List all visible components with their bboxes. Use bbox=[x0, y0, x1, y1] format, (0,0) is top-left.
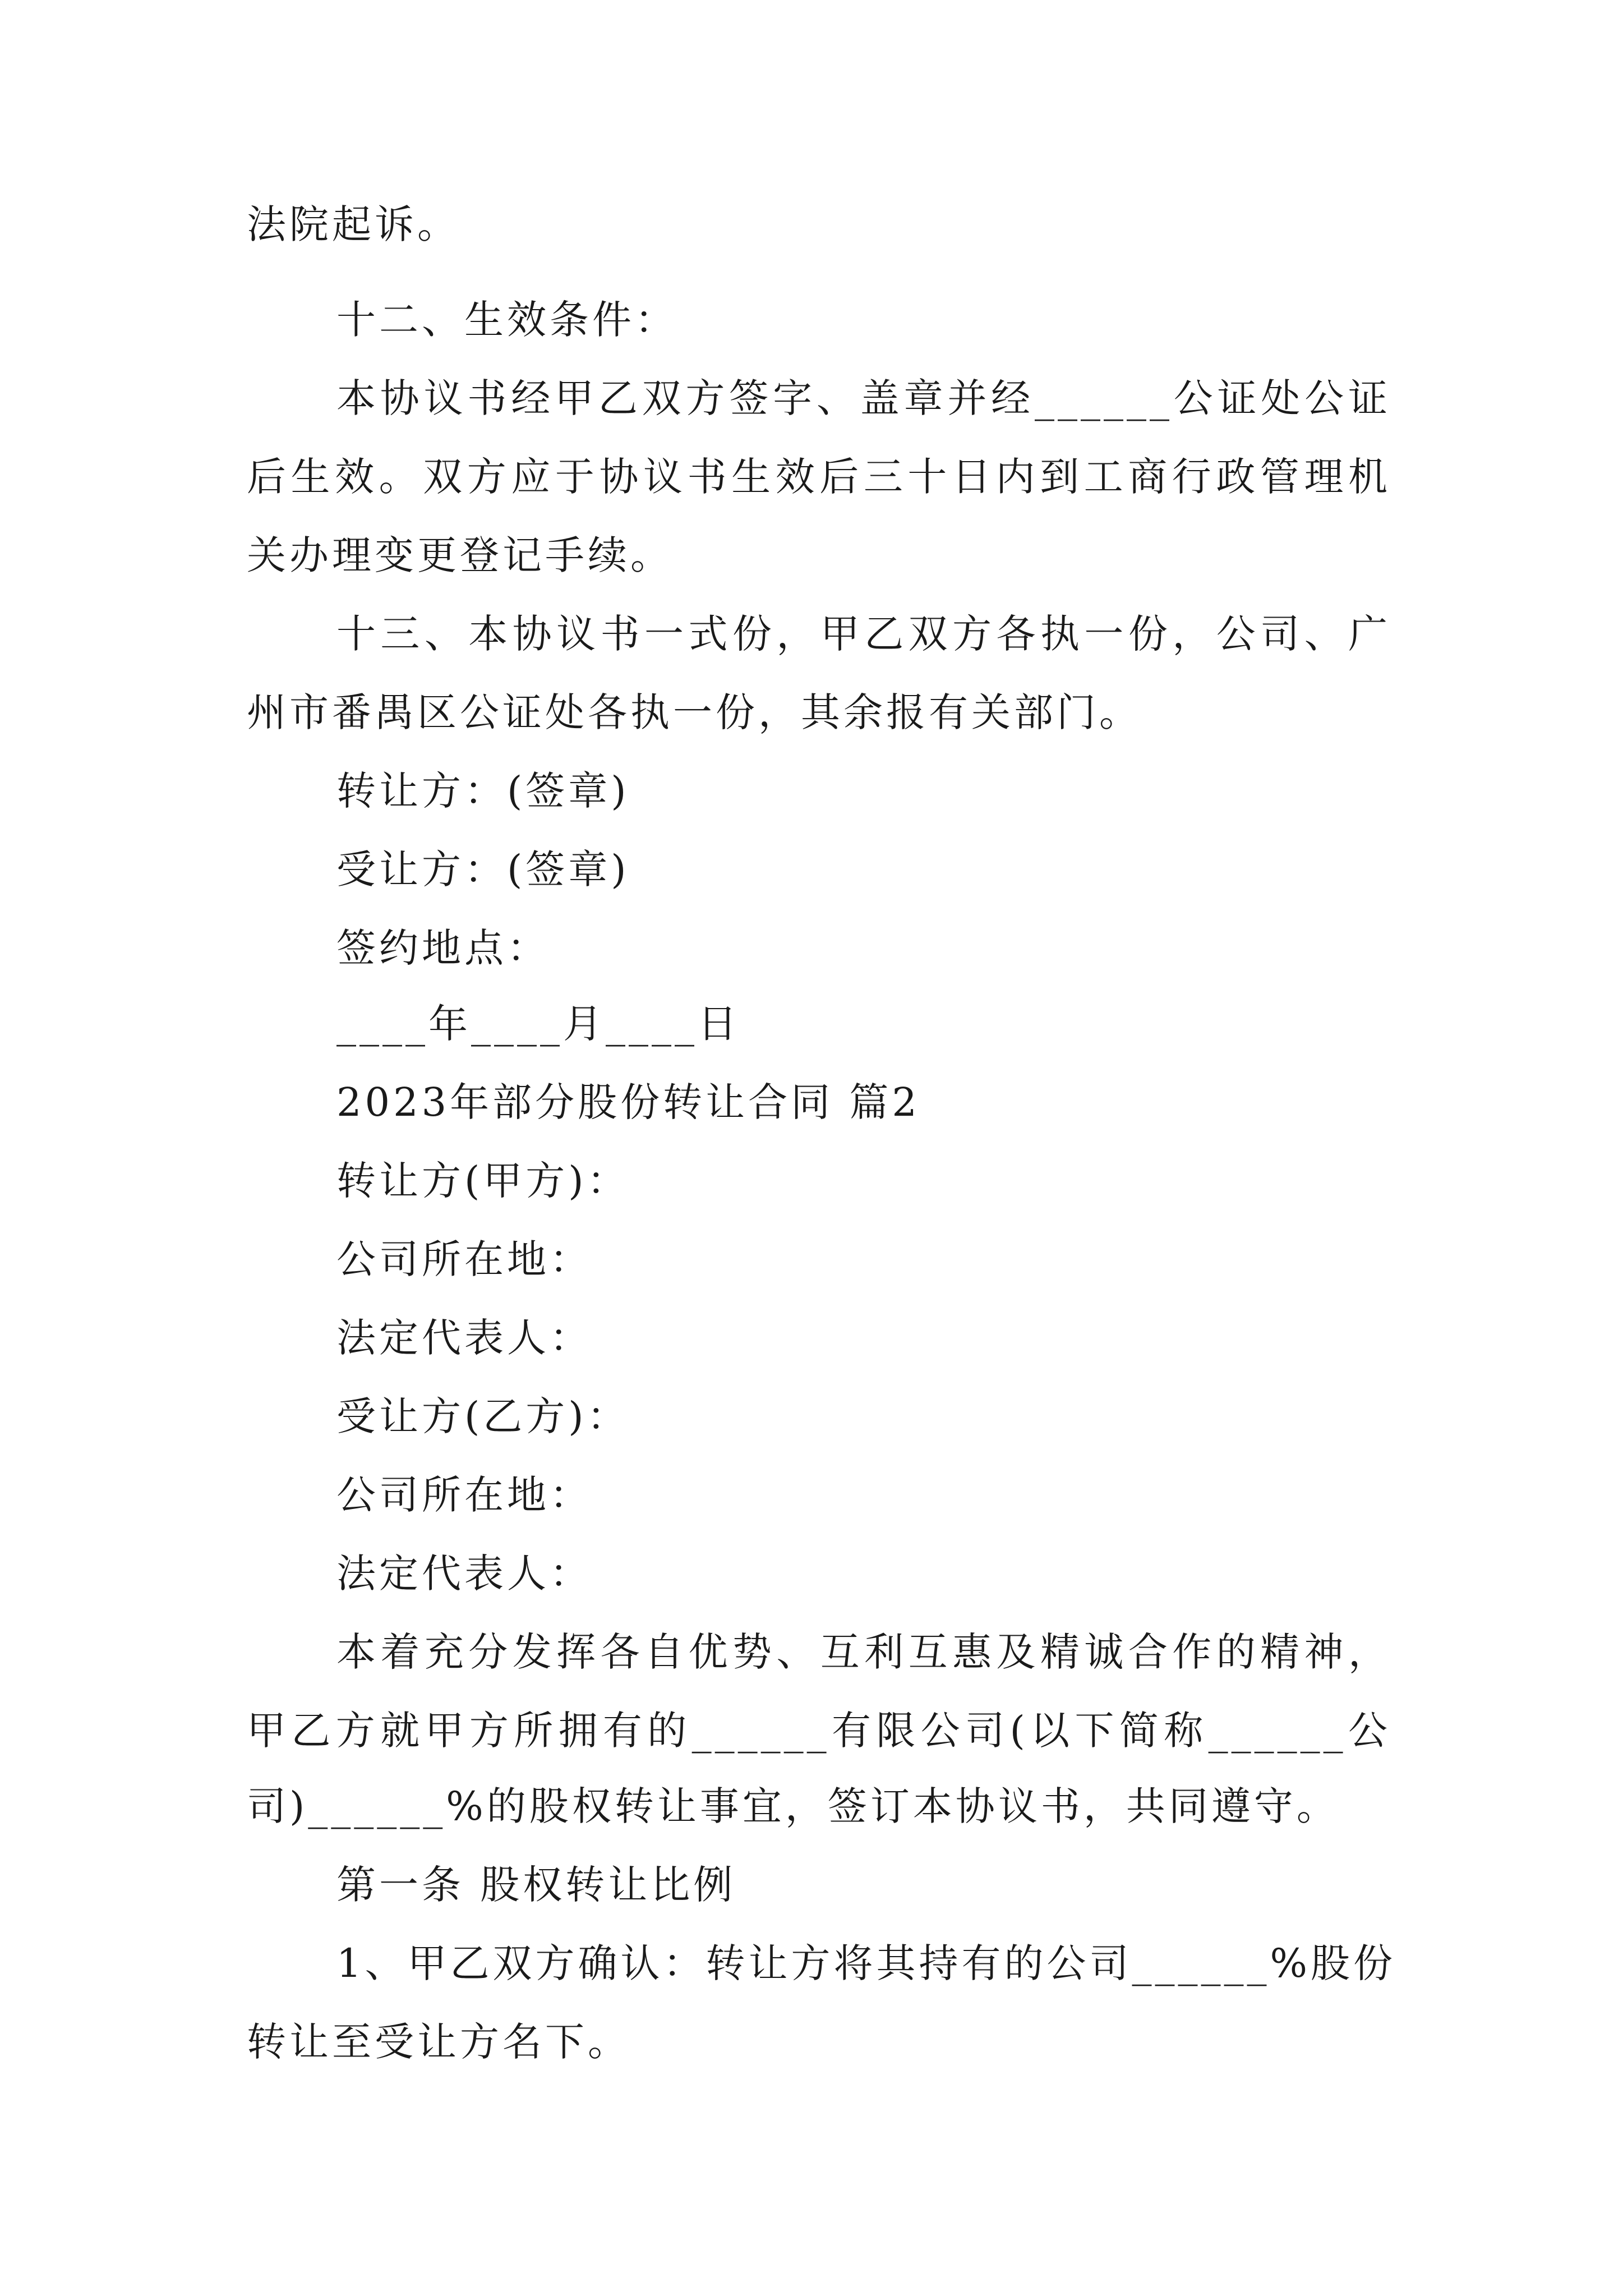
text-line-21: 司)______%的股权转让事宜，签订本协议书，共同遵守。 bbox=[247, 1783, 1339, 1829]
party-b-representative: 法定代表人： bbox=[336, 1550, 592, 1596]
transferee-signature: 受让方：(签章) bbox=[336, 846, 630, 892]
signing-location: 签约地点： bbox=[336, 925, 550, 971]
party-a-label: 转让方(甲方)： bbox=[336, 1158, 630, 1204]
text-line-3: 本协议书经甲乙双方签字、盖章并经______公证处公证 bbox=[336, 375, 1391, 421]
text-line-7: 州市番禺区公证处各执一份，其余报有关部门。 bbox=[247, 689, 1142, 735]
section-heading-13: 十三、本协议书一式份，甲乙双方各执一份，公司、广 bbox=[336, 611, 1391, 657]
text-line-24: 转让至受让方名下。 bbox=[247, 2019, 630, 2065]
date-line: ____年____月____日 bbox=[336, 1001, 740, 1047]
text-line-20: 甲乙方就甲方所拥有的______有限公司(以下简称______公 bbox=[247, 1708, 1391, 1754]
text-line-23: 1、甲乙双方确认：转让方将其持有的公司______%股份 bbox=[336, 1940, 1396, 1986]
text-line-5: 关办理变更登记手续。 bbox=[247, 532, 673, 578]
party-a-address: 公司所在地： bbox=[336, 1236, 592, 1282]
party-a-representative: 法定代表人： bbox=[336, 1315, 592, 1361]
party-b-address: 公司所在地： bbox=[336, 1472, 592, 1518]
text-line-1: 法院起诉。 bbox=[247, 201, 460, 247]
article-1-heading: 第一条 股权转让比例 bbox=[336, 1862, 736, 1908]
transferor-signature: 转让方：(签章) bbox=[336, 768, 630, 814]
text-line-4: 后生效。双方应于协议书生效后三十日内到工商行政管理机 bbox=[247, 454, 1391, 500]
party-b-label: 受让方(乙方)： bbox=[336, 1393, 630, 1439]
section-heading-12: 十二、生效条件： bbox=[336, 297, 677, 343]
contract-title: 2023年部分股份转让合同 篇2 bbox=[336, 1079, 920, 1125]
text-line-19: 本着充分发挥各自优势、互利互惠及精诚合作的精神， bbox=[336, 1629, 1391, 1675]
